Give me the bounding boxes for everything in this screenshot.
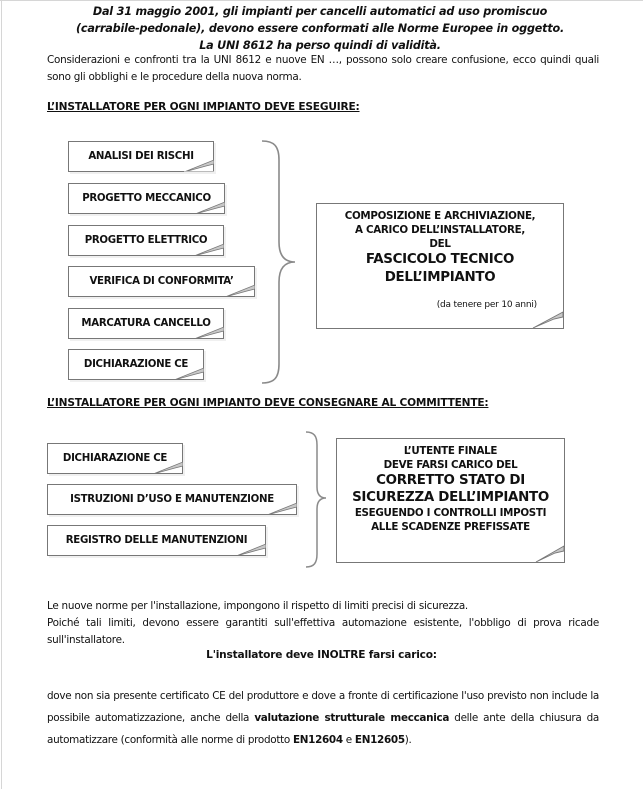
intro-line-2: (carrabile-pedonale), devono essere conformati alle Norme Europee in oggetto.	[75, 22, 565, 35]
considerations-paragraph: Considerazioni e confronti tra la UNI 8612 e nuove EN …, possono solo creare confusione, ecco quindi quali sono gli obblighi e le procedure della nuova norma.	[47, 54, 599, 83]
step-box-progetto-elettrico	[68, 225, 224, 256]
closing-line-2: Poiché tali limiti, devono essere garantiti sull'effettiva automazione esistente, l'obbligo di prova ricade sull'installatore.	[47, 617, 599, 646]
retention-note: (da tenere per 10 anni)	[436, 300, 537, 310]
closing-line-1: Le nuove norme per l'installazione, impongono il rispetto di limiti precisi di sicurezza.	[47, 600, 468, 612]
page-fold-icon	[236, 544, 266, 556]
step-label: PROGETTO ELETTRICO	[84, 235, 208, 246]
final-text-1: dove non sia presente certificato CE del produttore e dove a fronte di certificazione l'uso previsto non include la possibile automatizzazione, anche della	[47, 690, 599, 724]
deliverable-label: DICHIARAZIONE CE	[62, 453, 168, 464]
technical-file-line-3: DEL	[429, 238, 451, 250]
intro-line-1: Dal 31 maggio 2001, gli impianti per cancelli automatici ad uso promiscuo	[92, 5, 548, 18]
deliverable-label: REGISTRO DELLE MANUTENZIONI	[65, 535, 248, 546]
deliverable-box-istruzioni-uso	[47, 484, 297, 515]
final-text-2: delle ante della chiusura da automatizzare (conformità alle norme di prodotto	[47, 712, 599, 746]
page-fold-icon	[195, 202, 225, 214]
final-bold-3: EN12605	[354, 734, 405, 746]
end-user-line-5: ESEGUENDO I CONTROLLI IMPOSTI	[354, 507, 547, 519]
deliverable-label: ISTRUZIONI D’USO E MANUTENZIONE	[70, 494, 274, 505]
step-label: DICHIARAZIONE CE	[83, 359, 189, 370]
end-user-line-1: L’UTENTE FINALE	[403, 445, 498, 457]
page-fold-icon	[225, 285, 255, 297]
structural-evaluation-paragraph	[47, 685, 599, 751]
deliverable-box-registro-manutenzioni	[47, 525, 266, 556]
page-fold-icon	[194, 244, 224, 256]
end-user-title-2: SICUREZZA DELL’IMPIANTO	[352, 490, 549, 505]
step-label: MARCATURA CANCELLO	[81, 318, 211, 329]
step-label: PROGETTO MECCANICO	[82, 193, 211, 204]
intro-line-3: La UNI 8612 ha perso quindi di validità.	[199, 39, 441, 52]
technical-file-title-1: FASCICOLO TECNICO	[365, 252, 515, 267]
closing-subheading: L'installatore deve INOLTRE farsi carico:	[206, 649, 437, 661]
end-user-line-6: ALLE SCADENZE PREFISSATE	[371, 521, 530, 533]
right-brace-icon	[303, 430, 329, 570]
step-box-dichiarazione-ce	[68, 349, 204, 380]
technical-file-title-2: DELL’IMPIANTO	[384, 270, 496, 285]
step-box-marcatura-cancello	[68, 308, 224, 339]
page-fold-icon	[535, 545, 565, 563]
intro-notice	[40, 3, 600, 54]
step-label: ANALISI DEI RISCHI	[88, 151, 194, 162]
end-user-responsibility-box	[336, 438, 565, 563]
technical-file-line-1: COMPOSIZIONE E ARCHIVIAZIONE,	[344, 210, 536, 222]
page-fold-icon	[184, 160, 214, 172]
final-text-3: e	[342, 734, 355, 746]
technical-file-line-2: A CARICO DELL’INSTALLATORE,	[355, 224, 525, 236]
deliverable-box-dichiarazione-ce	[47, 443, 183, 474]
step-box-verifica-conformita	[68, 266, 255, 297]
section1-heading: L’INSTALLATORE PER OGNI IMPIANTO DEVE ESEGUIRE:	[47, 101, 360, 113]
page-edge	[1, 0, 2, 789]
end-user-line-2: DEVE FARSI CARICO DEL	[383, 459, 518, 471]
page-fold-icon	[267, 503, 297, 515]
page-fold-icon	[194, 327, 224, 339]
right-brace-icon	[258, 138, 300, 386]
page-edge	[0, 0, 643, 1]
section2-heading: L’INSTALLATORE PER OGNI IMPIANTO DEVE CONSEGNARE AL COMMITTENTE:	[47, 397, 489, 409]
final-bold-1: valutazione strutturale meccanica	[254, 712, 450, 724]
final-bold-2: EN12604	[292, 734, 343, 746]
page-fold-icon	[153, 462, 183, 474]
step-box-analisi-rischi	[68, 141, 214, 172]
final-text-4: ).	[404, 734, 412, 746]
step-box-progetto-meccanico	[68, 183, 225, 214]
page-fold-icon	[532, 311, 564, 329]
step-label: VERIFICA DI CONFORMITA’	[89, 276, 234, 287]
technical-file-box	[316, 203, 564, 329]
page-fold-icon	[174, 368, 204, 380]
end-user-title-1: CORRETTO STATO DI	[376, 473, 525, 488]
